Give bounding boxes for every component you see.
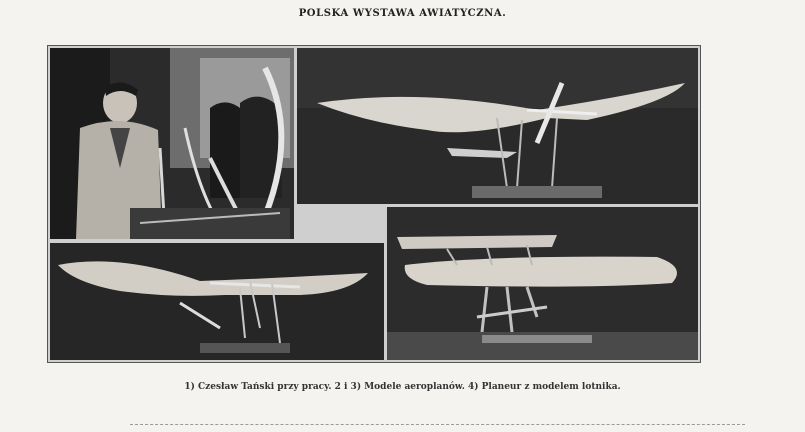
glider-photo-image — [387, 207, 698, 360]
photo-model-aeroplane — [50, 243, 384, 360]
page-header: POLSKA WYSTAWA AWIATYCZNA. — [298, 8, 507, 19]
photo-plate — [47, 45, 701, 363]
photo-model-monoplane — [297, 48, 698, 204]
workshop-photo-image — [50, 48, 294, 239]
aeroplane-photo-image — [50, 243, 384, 360]
bottom-divider — [130, 424, 745, 425]
photo-caption: 1) Czesław Tański przy pracy. 2 i 3) Modele aeroplanów. 4) Planeur z modelem lotnika. — [184, 382, 621, 392]
monoplane-photo-image — [297, 48, 698, 204]
photo-glider — [387, 207, 698, 360]
photo-workshop — [50, 48, 294, 239]
